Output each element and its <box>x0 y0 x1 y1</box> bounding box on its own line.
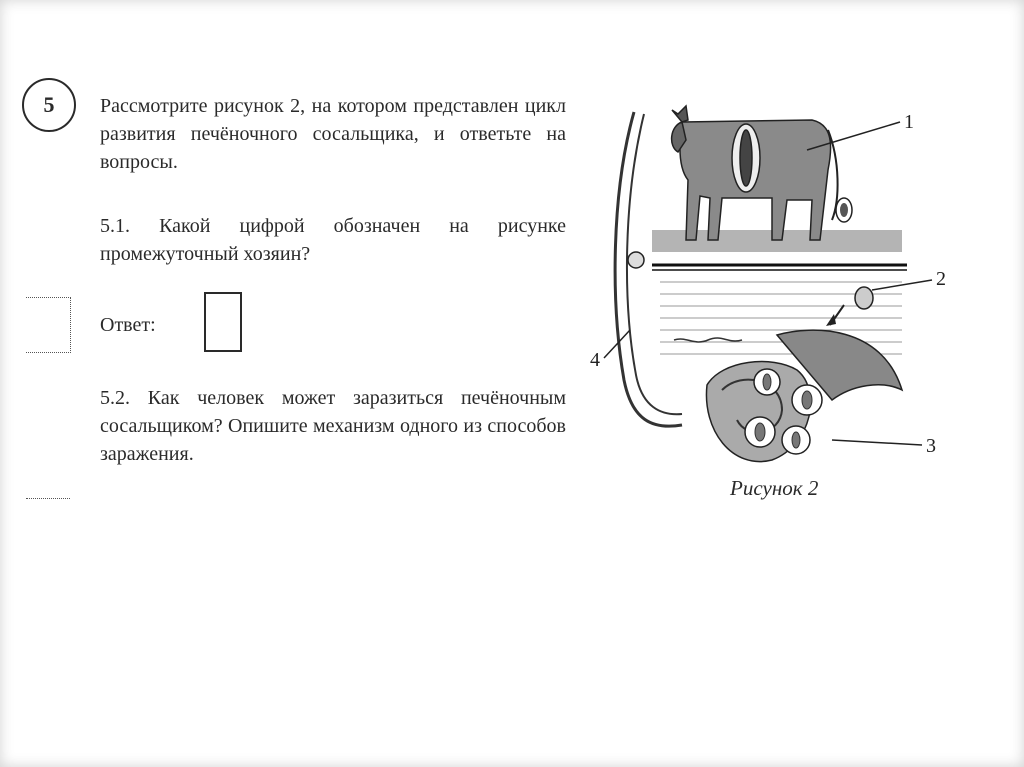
cow-illustration <box>672 106 838 240</box>
figure-label-2: 2 <box>936 268 946 290</box>
figure-label-4: 4 <box>590 349 600 371</box>
task-number: 5 <box>43 92 55 117</box>
task-number-badge <box>22 78 76 132</box>
score-line <box>26 498 70 499</box>
question-5-1: 5.1. Какой цифрой обозначен на рисунке промежуточный хозяин? <box>100 215 566 265</box>
answer-box[interactable] <box>204 292 242 352</box>
life-cycle-figure <box>582 100 962 480</box>
task-intro: Рассмотрите рисунок 2, на котором представлен цикл развития печёночного сосальщика, и ответьте на вопросы. <box>100 95 566 173</box>
figure-label-3: 3 <box>926 435 936 457</box>
figure-caption: Рисунок 2 <box>730 476 819 500</box>
miracidium-icon <box>855 287 873 309</box>
cyst-icon <box>628 252 644 268</box>
question-5-2: 5.2. Как человек может заразиться печёночным сосальщиком? Опишите механизм одного из способов заражения. <box>100 387 566 465</box>
figure-label-1: 1 <box>904 111 914 133</box>
score-box <box>26 297 71 353</box>
answer-label: Ответ: <box>100 314 156 336</box>
